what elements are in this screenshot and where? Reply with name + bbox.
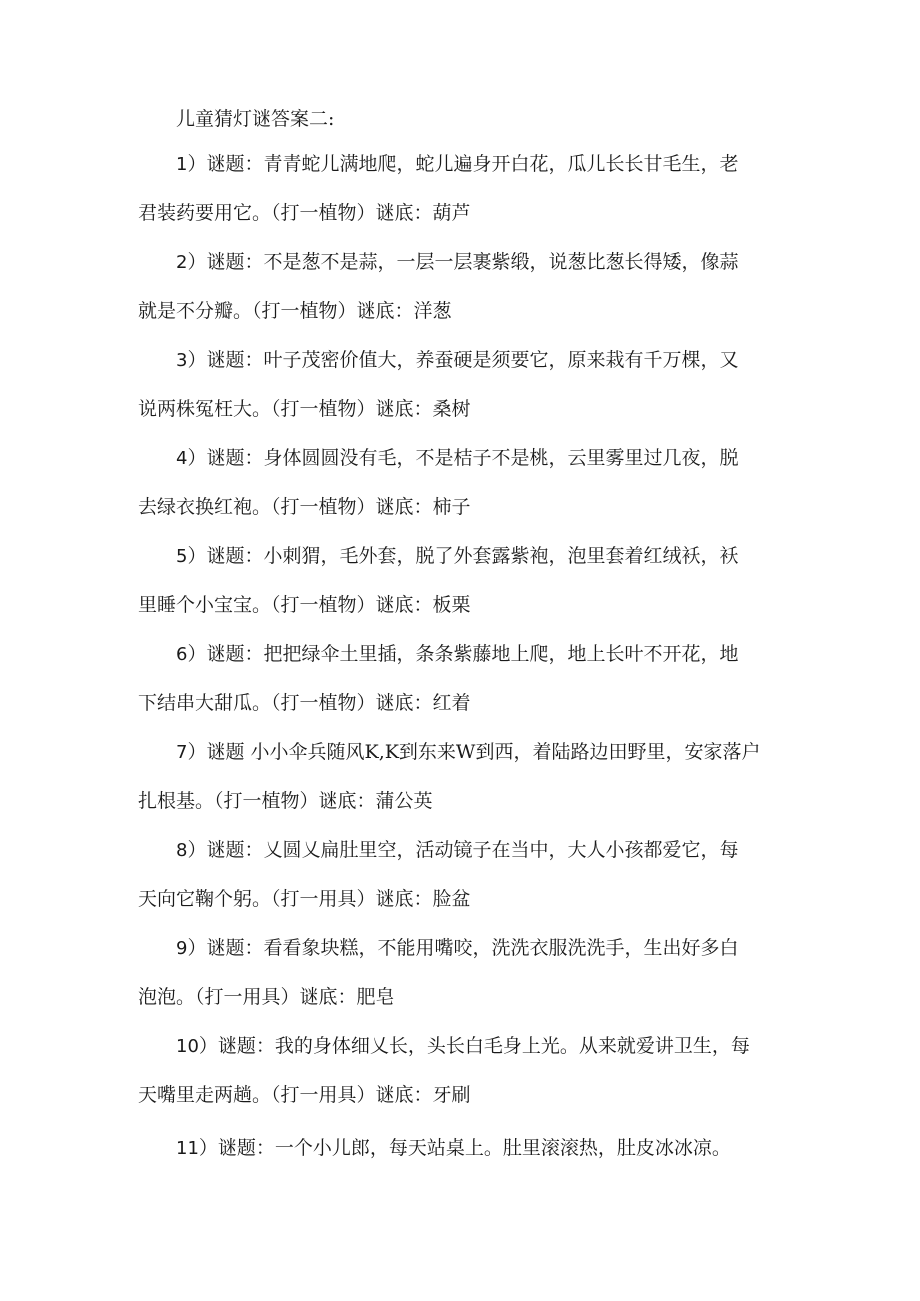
- riddle-item: [138, 924, 788, 1022]
- riddle-line-2: 天向它鞠个躬。（打一用具）谜底：脸盆: [138, 888, 471, 910]
- riddle-line-2: 里睡个小宝宝。（打一植物）谜底：板栗: [138, 594, 471, 616]
- riddle-line-1: [138, 434, 788, 483]
- riddle-item: [138, 532, 788, 630]
- riddle-item: [138, 434, 788, 532]
- riddle-item: [138, 140, 788, 238]
- riddle-number: 6: [176, 644, 188, 665]
- riddle-line-2: 去绿衣换红袍。（打一植物）谜底：柿子: [138, 496, 471, 518]
- riddle-line-2: 泡泡。（打一用具）谜底：肥皂: [138, 986, 395, 1008]
- riddle-line-1: [138, 630, 788, 679]
- riddle-number: 2: [176, 252, 188, 273]
- riddle-line-1: [138, 1124, 788, 1173]
- riddle-question: ）谜题：把把绿伞土里插，条条紫藤地上爬，地上长叶不开花，地: [187, 643, 739, 665]
- riddle-question: ）谜题：不是葱不是蒜，一层一层裹紫缎，说葱比葱长得矮，像蒜: [187, 251, 739, 273]
- riddle-line-1: [138, 140, 788, 189]
- riddle-line-2: 就是不分瓣。（打一植物）谜底：洋葱: [138, 300, 452, 322]
- riddle-line-1: [138, 924, 788, 973]
- riddle-number: 11: [176, 1138, 199, 1159]
- riddle-question: ）谜题：身体圆圆没有毛，不是桔子不是桃，云里雾里过几夜，脱: [187, 447, 739, 469]
- riddle-question: ）谜题：小刺猬，毛外套，脱了外套露紫袍，泡里套着红绒袄，袄: [187, 545, 739, 567]
- riddle-item: [138, 238, 788, 336]
- riddle-question: ）谜题：看看象块糕，不能用嘴咬，洗洗衣服洗洗手，生出好多白: [187, 937, 739, 959]
- riddle-question: ）谜题：叶子茂密价值大，养蚕硬是须要它，原来栽有千万棵，又: [187, 349, 739, 371]
- riddle-line-2: 君装药要用它。（打一植物）谜底：葫芦: [138, 202, 471, 224]
- riddle-number: 1: [176, 154, 188, 175]
- riddle-line-2: 说两株冤枉大。（打一植物）谜底：桑树: [138, 398, 471, 420]
- riddle-number: 4: [176, 448, 188, 469]
- riddle-question: ）谜题：青青蛇儿满地爬，蛇儿遍身开白花，瓜儿长长甘毛生，老: [187, 153, 739, 175]
- document-title: 儿童猜灯谜答案二:: [176, 108, 335, 130]
- riddle-line-1: [138, 336, 788, 385]
- riddle-item: [138, 1022, 788, 1120]
- riddle-line-2: 天嘴里走两趟。（打一用具）谜底：牙刷: [138, 1084, 471, 1106]
- riddle-item: [138, 728, 788, 826]
- riddle-line-1: [138, 1022, 788, 1071]
- riddle-line-1: [138, 532, 788, 581]
- riddle-number: 8: [176, 840, 188, 861]
- riddle-number: 9: [176, 938, 188, 959]
- riddle-line-1: [138, 238, 788, 287]
- riddle-number: 10: [176, 1036, 199, 1057]
- riddle-item: [138, 336, 788, 434]
- riddle-question: ）谜题 小小伞兵随风K,K到东来W到西，着陆路边田野里，安家落户: [187, 741, 761, 763]
- riddle-number: 3: [176, 350, 188, 371]
- riddle-number: 5: [176, 546, 188, 567]
- riddle-line-1: [138, 728, 788, 777]
- riddle-number: 7: [176, 742, 188, 763]
- riddle-question: ）谜题：一个小儿郎，每天站桌上。肚里滚滚热，肚皮冰冰凉。: [198, 1137, 731, 1159]
- riddle-item: [138, 630, 788, 728]
- riddle-line-2: 下结串大甜瓜。（打一植物）谜底：红着: [138, 692, 471, 714]
- riddle-line-2: 扎根基。（打一植物）谜底：蒲公英: [138, 790, 433, 812]
- riddle-question: ）谜题：我的身体细乂长，头长白毛身上光。从来就爱讲卫生，每: [198, 1035, 750, 1057]
- riddle-question: ）谜题：乂圆乂扁肚里空，活动镜子在当中，大人小孩都爱它，每: [187, 839, 739, 861]
- riddle-item: [138, 826, 788, 924]
- riddle-line-1: [138, 826, 788, 875]
- riddle-item: [138, 1124, 788, 1173]
